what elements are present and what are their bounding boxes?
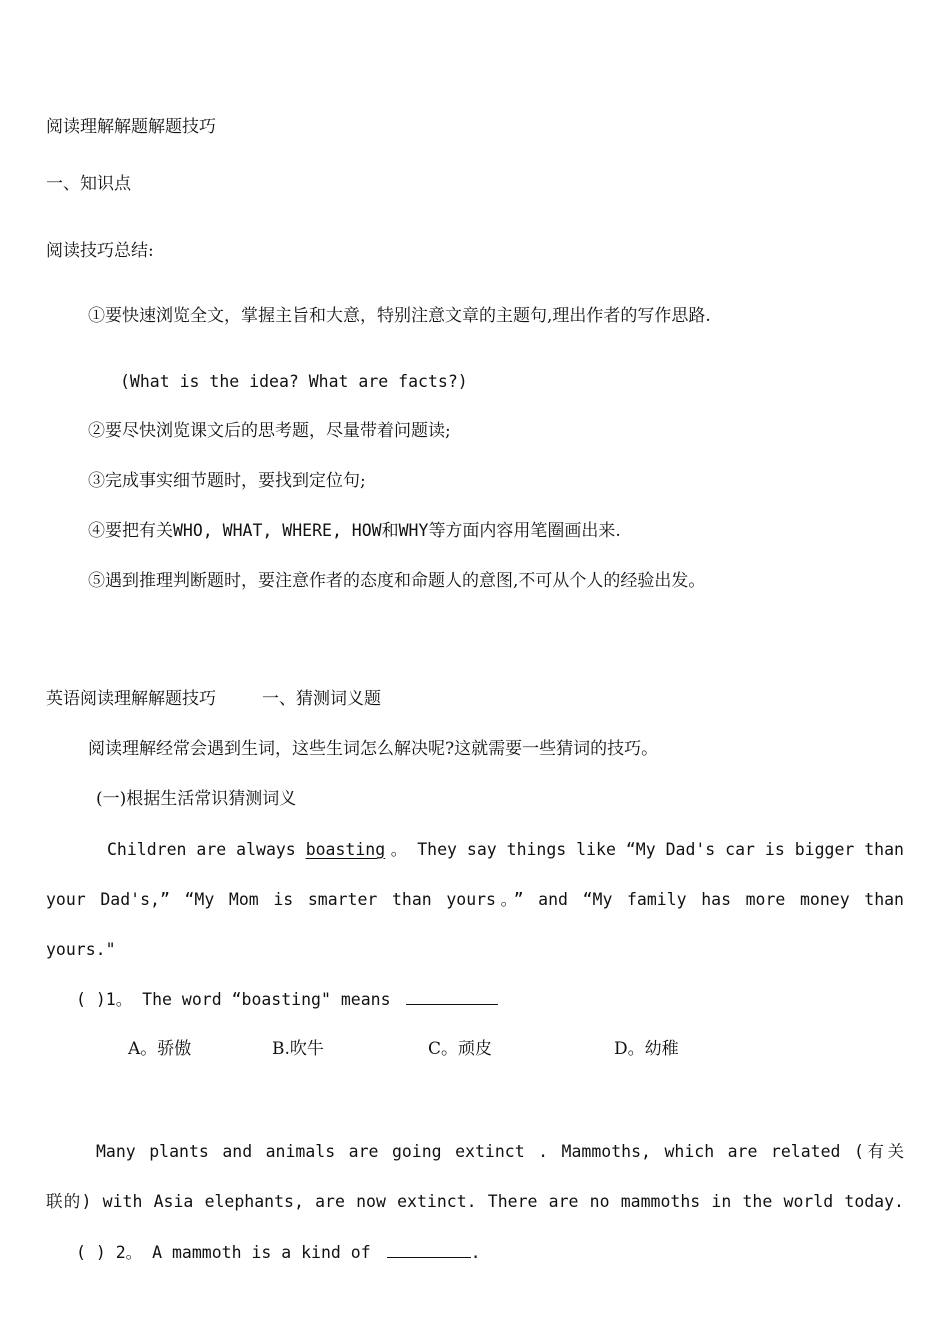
question-2-stem: ( ) 2。 A mammoth is a kind of bbox=[76, 1243, 371, 1262]
tip-4 bbox=[88, 520, 621, 542]
tip-5: ⑤遇到推理判断题时，要注意作者的态度和命题人的意图,不可从个人的经验出发。 bbox=[88, 571, 706, 591]
question-1-option-d: D。幼稚 bbox=[614, 1039, 679, 1059]
part-heading-sub: 一、猜测词义题 bbox=[262, 689, 381, 709]
tip-1: ①要快速浏览全文，掌握主旨和大意，特别注意文章的主题句,理出作者的写作思路. bbox=[88, 306, 711, 326]
keyword-boasting: boasting bbox=[305, 840, 386, 859]
passage-2-line-2: 联的) with Asia elephants, are now extinct. There are no mammoths in the world today. bbox=[46, 1192, 904, 1211]
passage-1-line-3: yours." bbox=[46, 940, 116, 959]
passage-1-line-2: your Dad's,” “My Mom is smarter than yours。” and “My family has more money than bbox=[46, 890, 904, 909]
question-1-option-c: C。顽皮 bbox=[428, 1039, 493, 1059]
intro-paragraph: 阅读理解经常会遇到生词，这些生词怎么解决呢?这就需要一些猜词的技巧。 bbox=[88, 739, 659, 759]
question-2-period: . bbox=[470, 1243, 481, 1262]
question-2-answer-blank[interactable] bbox=[387, 1241, 471, 1258]
question-1-option-a: A。骄傲 bbox=[128, 1039, 192, 1059]
tip-4-question-words: WHO, WHAT, WHERE, HOW bbox=[173, 521, 382, 540]
tip-4-part-c: 和 bbox=[381, 521, 399, 541]
passage-2-line-1: Many plants and animals are going extinct . Mammoths, which are related (有关 bbox=[96, 1142, 904, 1161]
tip-2: ②要尽快浏览课文后的思考题，尽量带着问题读; bbox=[88, 421, 451, 441]
question-2 bbox=[76, 1241, 481, 1264]
part-heading-title: 英语阅读理解解题技巧 bbox=[46, 689, 216, 709]
tip-3: ③完成事实细节题时，要找到定位句; bbox=[88, 471, 366, 491]
tip-4-why: WHY bbox=[398, 521, 429, 540]
question-1-stem: ( )1。 The word “boasting" means bbox=[76, 990, 391, 1009]
tip-4-part-e: 等方面内容用笔圈画出来. bbox=[428, 521, 621, 541]
subsection-heading: (一)根据生活常识猜测词义 bbox=[96, 789, 297, 809]
passage-1-line-1: Children are always boasting 。 They say things like “My Dad's car is bigger than bbox=[107, 840, 904, 859]
section-heading-knowledge: 一、知识点 bbox=[46, 174, 131, 194]
tip-1-note: (What is the idea? What are facts?) bbox=[120, 372, 468, 391]
question-1-answer-blank[interactable] bbox=[406, 988, 498, 1005]
summary-heading: 阅读技巧总结: bbox=[46, 241, 154, 261]
document-title: 阅读理解解题解题技巧 bbox=[46, 117, 216, 137]
question-1 bbox=[76, 988, 498, 1011]
part-heading bbox=[46, 688, 381, 710]
tip-4-part-a: ④要把有关 bbox=[88, 521, 173, 541]
question-1-option-b: B.吹牛 bbox=[272, 1039, 324, 1059]
